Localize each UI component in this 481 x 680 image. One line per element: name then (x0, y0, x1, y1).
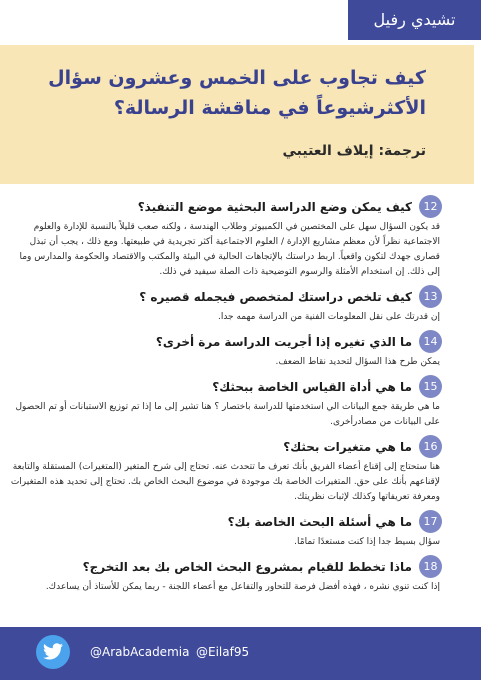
answer-text: يمكن طرح هذا السؤال لتحديد نقاط الضعف. (275, 357, 440, 367)
question-item-14 (10, 330, 452, 370)
article-title: كيف تجاوب على الخمس وعشرون سؤال الأكثرشيوعاً في مناقشة الرسالة؟ (48, 67, 426, 119)
question-item-17 (10, 510, 452, 550)
twitter-icon[interactable] (36, 635, 70, 669)
footer-bar (0, 627, 481, 680)
twitter-handle-arabacademia[interactable]: @ArabAcademia (90, 645, 190, 659)
question-text: كيف يمكن وضع الدراسة البحثية موضع التنفيذ؟ (137, 199, 412, 214)
question-number-badge: 18 (419, 555, 442, 578)
translator-credit: ترجمة: إيلاف العتيبي (282, 143, 426, 159)
author-bar (0, 0, 481, 40)
question-text: ما الذي تغيره إذا أجريت الدراسة مرة أخرى؟ (155, 334, 412, 349)
question-number-badge: 16 (419, 435, 442, 458)
answer-text: هنا ستحتاج إلى إقناع أعضاء الفريق بأنك تعرف ما تتحدث عنه. تحتاج إلى شرح المتغير (المتغيرات) المستقلة والتابعة لإقناعهم بأنك على حق. المتغيرات الخاصة بك موجودة في موضوع البحث الخاص بك. تحتاج إلى تحديد هذه المتغيرات ومعرفة تعريفاتها وكذلك لإثبات نظريتك. (10, 462, 440, 502)
twitter-bird-icon (43, 643, 63, 660)
question-text: ماذا تخطط للقيام بمشروع البحث الخاص بك بعد التخرج؟ (82, 559, 412, 574)
question-item-15 (10, 375, 452, 430)
question-number-badge: 12 (419, 195, 442, 218)
twitter-handle-eilaf95[interactable]: @Eilaf95 (196, 645, 250, 659)
question-item-13 (10, 285, 452, 325)
questions-list (10, 195, 452, 595)
question-text: كيف تلخص دراستك لمتخصص فيجمله قصيره ؟ (139, 289, 412, 304)
question-number-badge: 17 (419, 510, 442, 533)
question-text: ما هي أداة القياس الخاصة ببحثك؟ (212, 379, 412, 394)
answer-text: سؤال بسيط جدا إذا كنت مستعدًا تمامًا. (294, 537, 440, 547)
answer-text: قد يكون السؤال سهل على المختصين في الكمبيوتر وطلاب الهندسة ، ولكنه صعب قليلاً بالنسبة للإدارة والعلوم الاجتماعية نظراً لأن معظم مشاريع الإدارة / العلوم الاجتماعية أكثر تجريدية في طبيعتها. ومع ذلك ، يجب أن تبذل قصارى جهدك لتكون واقعياً. اربط دراستك بالإتجاهات الحالية في البيئة والمكتب والاقتصاد والحكومة والمدارس وما إلى ذلك. إن استخدام الأمثلة والرسوم التوضيحية ذات الصلة سيفيد في ذلك. (19, 222, 440, 277)
question-number-badge: 14 (419, 330, 442, 353)
answer-text: إذا كنت تنوي نشره ، فهذه أفضل فرصة للتحاور والتفاعل مع أعضاء اللجنة - ربما يمكن للأستاذ أن يساعدك. (45, 582, 440, 592)
question-number-badge: 13 (419, 285, 442, 308)
author-name: تشيدي رفيل (348, 0, 481, 40)
answer-text: إن قدرتك على نقل المعلومات الفنية من الدراسة مهمه جدا. (217, 312, 440, 322)
question-item-16 (10, 435, 452, 505)
question-text: ما هي أسئلة البحث الخاصة بك؟ (227, 514, 412, 529)
question-number-badge: 15 (419, 375, 442, 398)
question-item-18 (10, 555, 452, 595)
question-text: ما هي متغيرات بحثك؟ (283, 439, 412, 454)
question-item-12 (10, 195, 452, 280)
answer-text: ما هي طريقة جمع البيانات الي استخدمتها للدراسة باختصار ؟ هنا تشير إلى ما إذا تم توزيع الاستبانات أو تم الحصول على البيانات من مصادرأخرى. (15, 402, 440, 427)
title-box (0, 45, 474, 184)
